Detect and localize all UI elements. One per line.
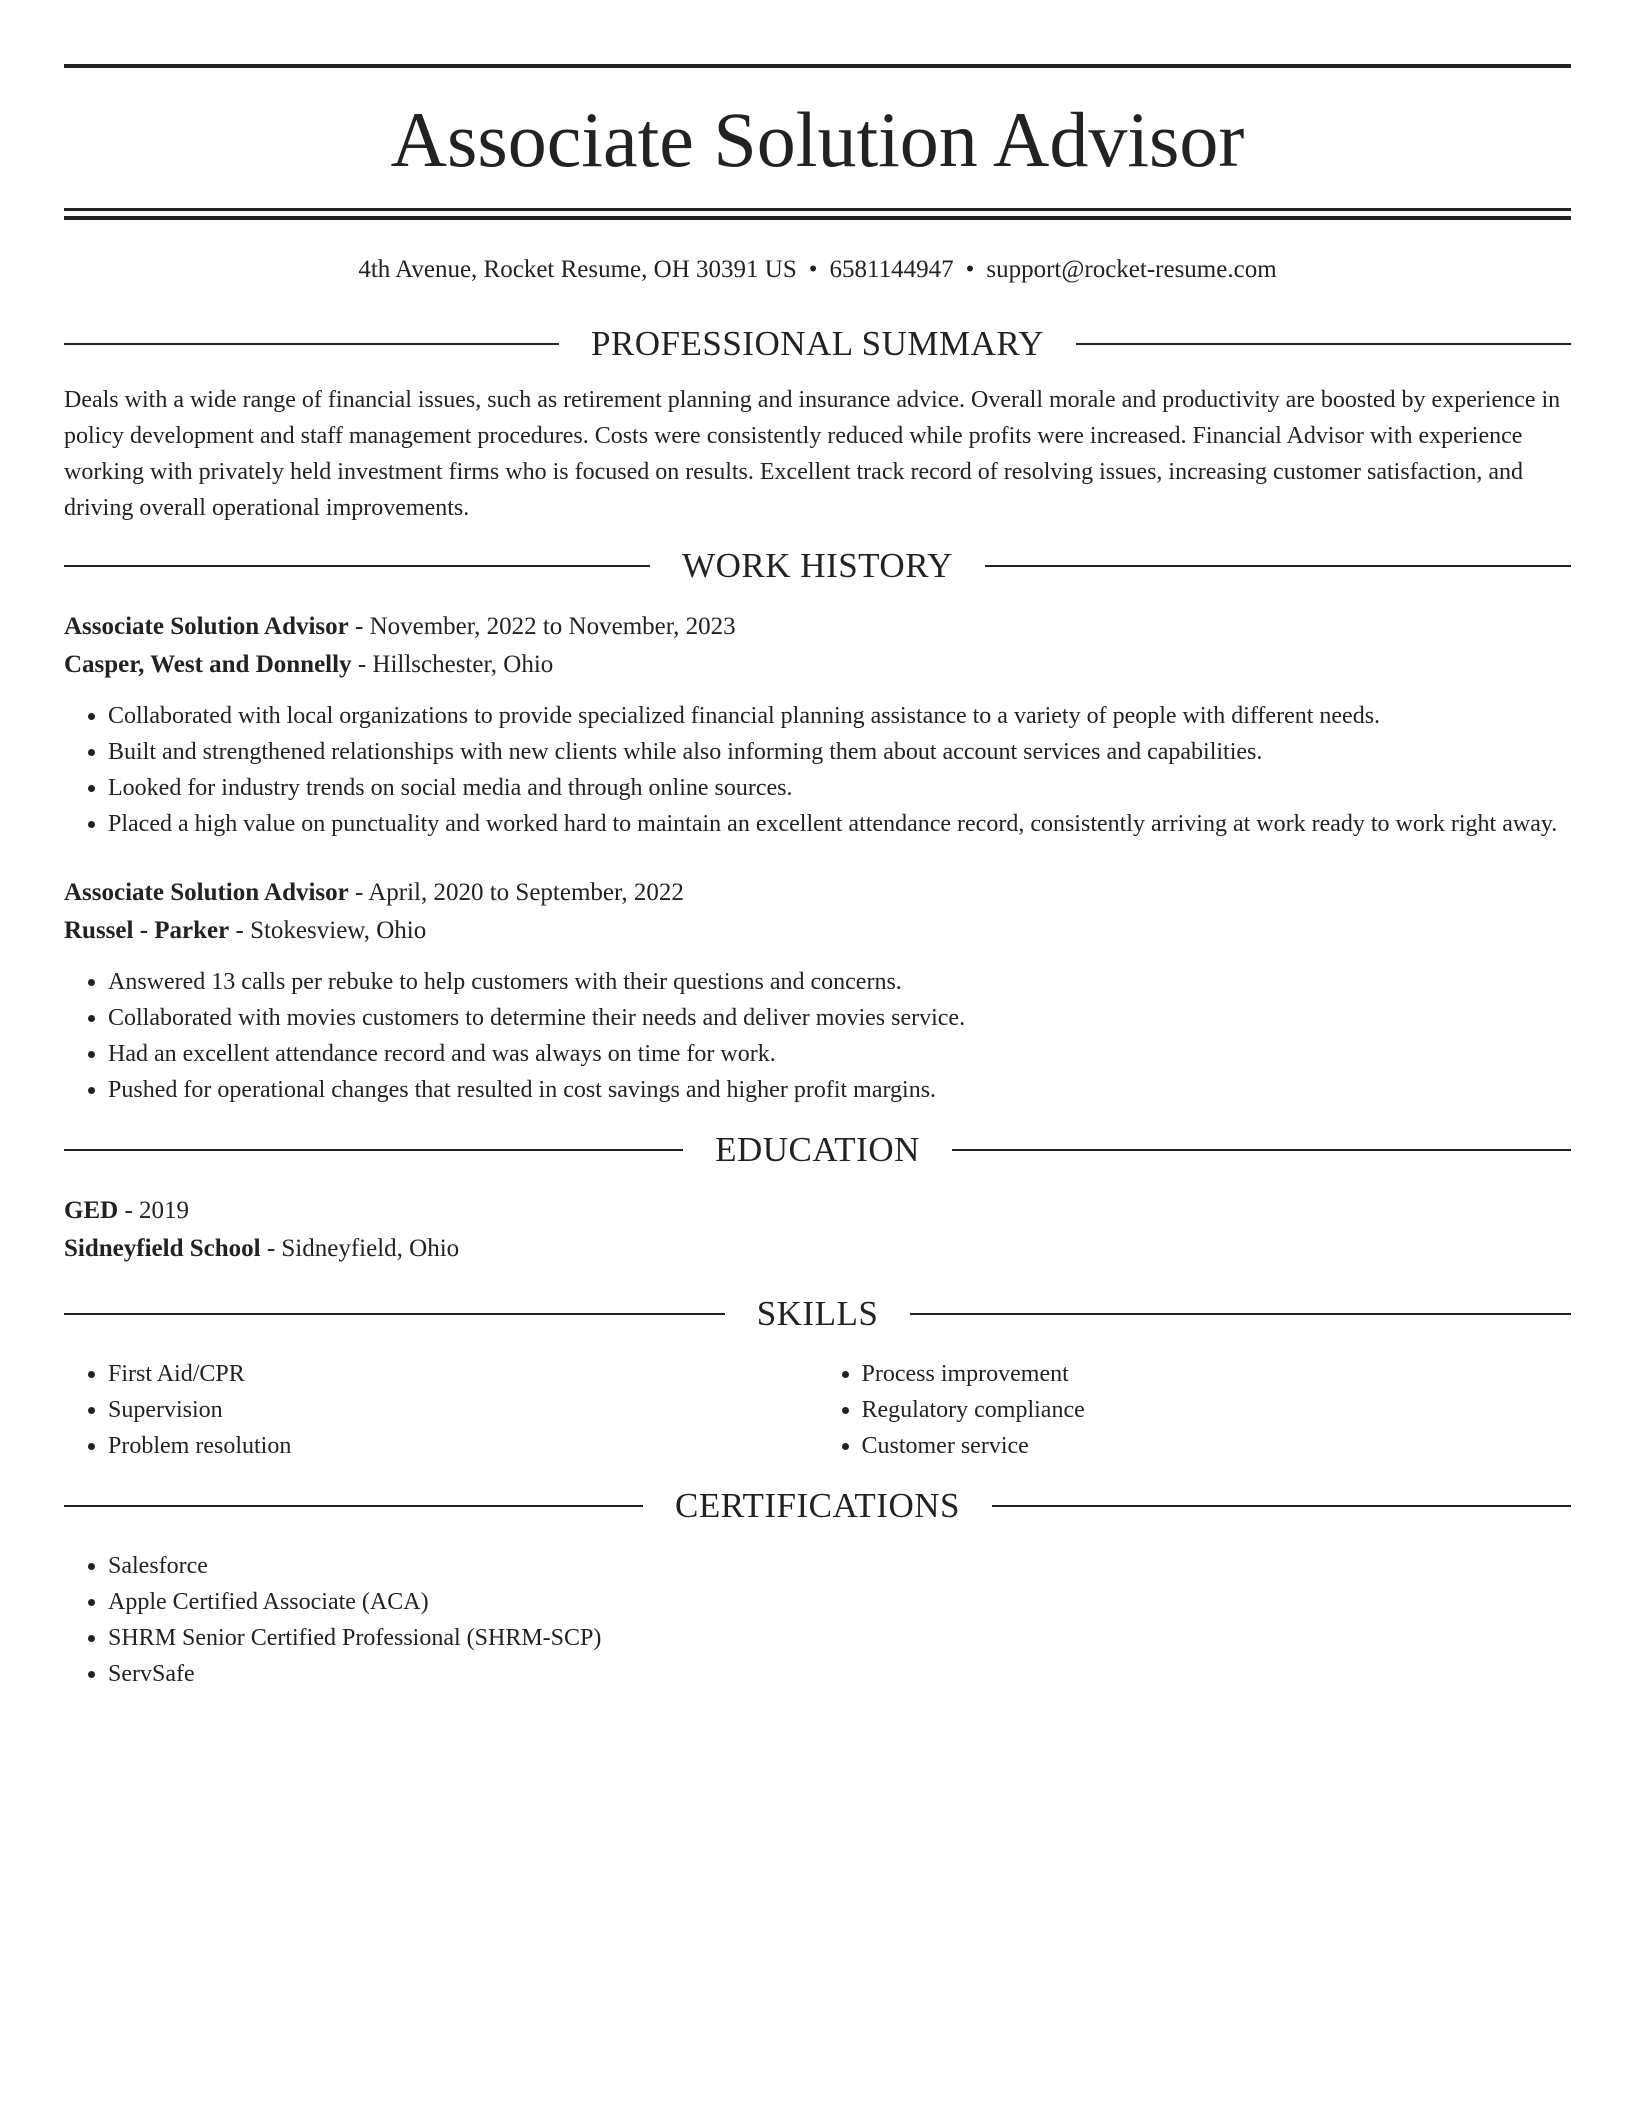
job-company-line <box>64 912 1571 950</box>
list-item: • SHRM Senior Certified Professional (SHRM-SCP) <box>108 1620 1571 1656</box>
heading-rule <box>985 565 1571 567</box>
phone-text: 6581144947 <box>829 256 954 283</box>
education-degree: GED <box>64 1197 119 1224</box>
job-title-line <box>64 874 1571 912</box>
certifications-bullets <box>64 1548 1571 1692</box>
list-item: • Problem resolution <box>108 1428 818 1464</box>
job-entry <box>64 874 1571 1108</box>
section-title: WORK HISTORY <box>682 546 953 585</box>
email-text: support@rocket-resume.com <box>986 256 1277 283</box>
heading-rule <box>910 1313 1571 1315</box>
list-item: • Customer service <box>862 1428 1572 1464</box>
list-item: • Placed a high value on punctuality and worked hard to maintain an excellent attendance record, consistently arriving at work ready to work right away. <box>108 806 1571 842</box>
section-heading-skills <box>64 1294 1571 1334</box>
certifications-list <box>64 1548 1571 1692</box>
list-item: • Built and strengthened relationships with new clients while also informing them about account services and capabilities. <box>108 734 1571 770</box>
heading-rule <box>64 1313 725 1315</box>
section-heading-education <box>64 1130 1571 1170</box>
skills-column-1 <box>64 1356 818 1464</box>
job-company-line <box>64 646 1571 684</box>
list-item: • Salesforce <box>108 1548 1571 1584</box>
skills-column-2 <box>818 1356 1572 1464</box>
job-entry <box>64 608 1571 842</box>
list-item: • Looked for industry trends on social media and through online sources. <box>108 770 1571 806</box>
summary-text: Deals with a wide range of financial issues, such as retirement planning and insurance advice. Overall morale and productivity are boosted by experience in policy development and staff management procedures. Costs were consistently reduced while profits were increased. Financial Advisor with experience working with privately held investment firms who is focused on results. Excellent track record of resolving issues, increasing customer satisfaction, and driving overall operational improvements. <box>64 387 1561 521</box>
job-location: - Hillschester, Ohio <box>351 651 554 678</box>
heading-rule <box>64 565 650 567</box>
contact-separator: • <box>965 256 975 283</box>
heading-rule <box>952 1149 1571 1151</box>
list-item: • Collaborated with local organizations to provide specialized financial planning assistance to a variety of people with different needs. <box>108 698 1571 734</box>
section-title: PROFESSIONAL SUMMARY <box>590 324 1045 363</box>
list-item: • First Aid/CPR <box>108 1356 818 1392</box>
education-entry <box>64 1192 1571 1268</box>
list-item: • Process improvement <box>862 1356 1572 1392</box>
list-item: • Collaborated with movies customers to determine their needs and deliver movies service. <box>108 1000 1571 1036</box>
heading-rule <box>64 1505 643 1507</box>
list-item: • Had an excellent attendance record and was always on time for work. <box>108 1036 1571 1072</box>
heading-rule <box>1076 343 1571 345</box>
education-school-line <box>64 1230 1571 1268</box>
list-item: • ServSafe <box>108 1656 1571 1692</box>
job-dates: - November, 2022 to November, 2023 <box>348 613 736 640</box>
heading-rule <box>64 1149 683 1151</box>
list-item: • Regulatory compliance <box>862 1392 1572 1428</box>
list-item: • Apple Certified Associate (ACA) <box>108 1584 1571 1620</box>
heading-rule <box>64 343 559 345</box>
job-title-line <box>64 608 1571 646</box>
section-heading-certifications <box>64 1486 1571 1526</box>
job-dates: - April, 2020 to September, 2022 <box>348 879 684 906</box>
list-item: • Answered 13 calls per rebuke to help customers with their questions and concerns. <box>108 964 1571 1000</box>
section-title: EDUCATION <box>715 1130 920 1169</box>
education-location: - Sidneyfield, Ohio <box>260 1235 460 1262</box>
skills-list <box>64 1356 1571 1464</box>
job-bullets <box>64 964 1571 1108</box>
resume-name: Associate Solution Advisor <box>390 96 1245 183</box>
job-role: Associate Solution Advisor <box>64 879 349 906</box>
section-heading-work <box>64 546 1571 586</box>
job-role: Associate Solution Advisor <box>64 613 349 640</box>
job-company: Casper, West and Donnelly <box>64 651 352 678</box>
top-rule <box>64 64 1571 68</box>
contact-separator: • <box>808 256 818 283</box>
heading-rule <box>992 1505 1571 1507</box>
section-heading-summary <box>64 324 1571 364</box>
double-rule <box>64 208 1571 220</box>
contact-line <box>64 254 1571 286</box>
education-degree-line <box>64 1192 1571 1230</box>
list-item: • Pushed for operational changes that resulted in cost savings and higher profit margins. <box>108 1072 1571 1108</box>
list-item: • Supervision <box>108 1392 818 1428</box>
section-title: SKILLS <box>756 1294 879 1333</box>
resume-page <box>64 64 1571 1692</box>
address-text: 4th Avenue, Rocket Resume, OH 30391 US <box>358 256 797 283</box>
section-title: CERTIFICATIONS <box>675 1486 960 1525</box>
education-school: Sidneyfield School <box>64 1235 261 1262</box>
job-location: - Stokesview, Ohio <box>229 917 427 944</box>
job-bullets <box>64 698 1571 842</box>
education-year: - 2019 <box>118 1197 190 1224</box>
job-company: Russel - Parker <box>64 917 230 944</box>
